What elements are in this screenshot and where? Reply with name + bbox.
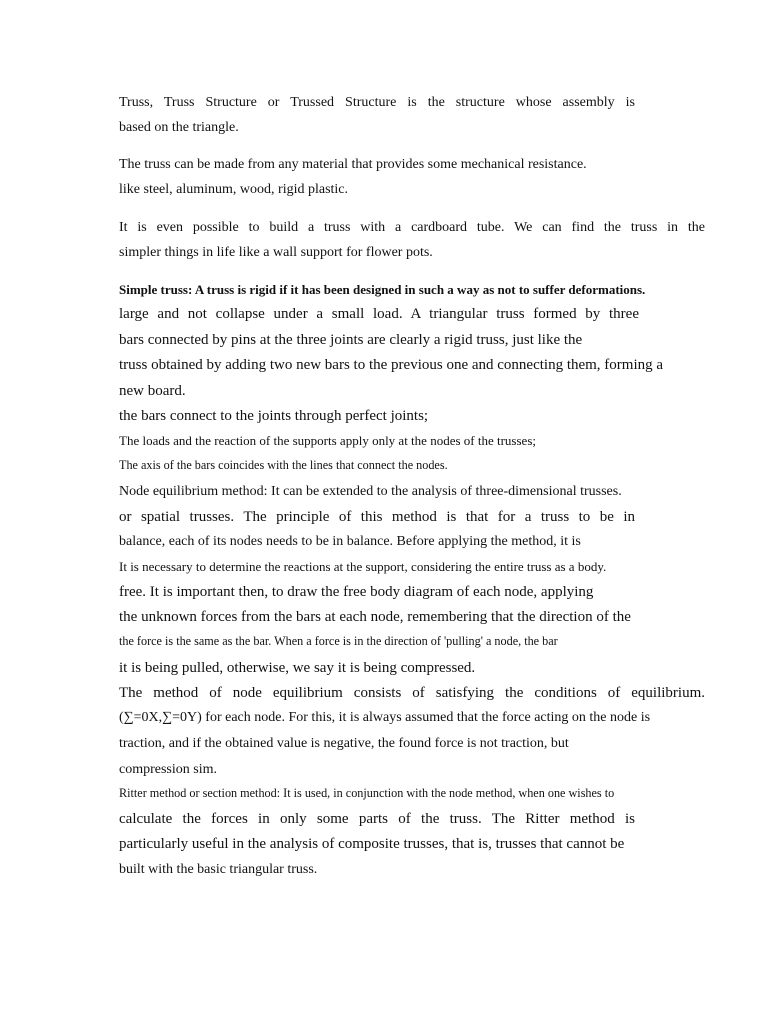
ritter-method-line-4: built with the basic triangular truss. [119,862,318,877]
ritter-method-line-3: particularly useful in the analysis of composite trusses, that is, trusses that cannot be [119,836,625,852]
ritter-method-line-1: Ritter method or section method: It is used, in conjunction with the node method, when one wishes to [119,786,615,800]
simple-truss-line-1: large and not collapse under a small load. A triangular truss formed by three [119,306,639,322]
node-method-line-7: the force is the same as the bar. When a force is in the direction of 'pulling' a node, the bar [119,634,558,648]
ritter-method-line-2: calculate the forces in only some parts of the truss. The Ritter method is [119,811,635,827]
simple-truss-line-6: The loads and the reaction of the supports apply only at the nodes of the trusses; [119,433,536,448]
cardboard-line-1: It is even possible to build a truss with a cardboard tube. We can find the truss in the [119,220,705,235]
intro-line-1: Truss, Truss Structure or Trussed Structure is the structure whose assembly is [119,95,635,110]
node-method-line-12: compression sim. [119,762,217,777]
node-method-line-4: It is necessary to determine the reactions at the support, considering the entire truss as a body. [119,559,607,574]
node-method-line-3: balance, each of its nodes needs to be in balance. Before applying the method, it is [119,534,581,549]
node-method-line-11: traction, and if the obtained value is negative, the found force is not traction, but [119,736,569,751]
simple-truss-line-7: The axis of the bars coincides with the lines that connect the nodes. [119,458,448,472]
node-method-line-1: Node equilibrium method: It can be extended to the analysis of three-dimensional trusses. [119,484,622,499]
simple-truss-line-5: the bars connect to the joints through perfect joints; [119,408,429,424]
simple-truss-line-2: bars connected by pins at the three joints are clearly a rigid truss, just like the [119,332,583,348]
material-line-1: The truss can be made from any material that provides some mechanical resistance. [119,157,587,172]
node-method-line-6: the unknown forces from the bars at each node, remembering that the direction of the [119,609,631,625]
simple-truss-heading: Simple truss: A truss is rigid if it has been designed in such a way as not to suffer deformations. [119,282,646,297]
node-method-line-9: The method of node equilibrium consists of satisfying the conditions of equilibrium. [119,685,705,701]
node-method-line-2: or spatial trusses. The principle of this method is that for a truss to be in [119,509,635,525]
simple-truss-line-4: new board. [119,383,186,399]
node-method-line-8: it is being pulled, otherwise, we say it is being compressed. [119,660,476,676]
cardboard-line-2: simpler things in life like a wall support for flower pots. [119,245,433,260]
intro-line-2: based on the triangle. [119,120,239,135]
node-method-line-5: free. It is important then, to draw the free body diagram of each node, applying [119,584,594,600]
material-line-2: like steel, aluminum, wood, rigid plastic. [119,182,349,197]
simple-truss-line-3: truss obtained by adding two new bars to the previous one and connecting them, forming a [119,357,664,373]
node-method-line-10: (∑=0X,∑=0Y) for each node. For this, it is always assumed that the force acting on the node is [119,710,651,725]
